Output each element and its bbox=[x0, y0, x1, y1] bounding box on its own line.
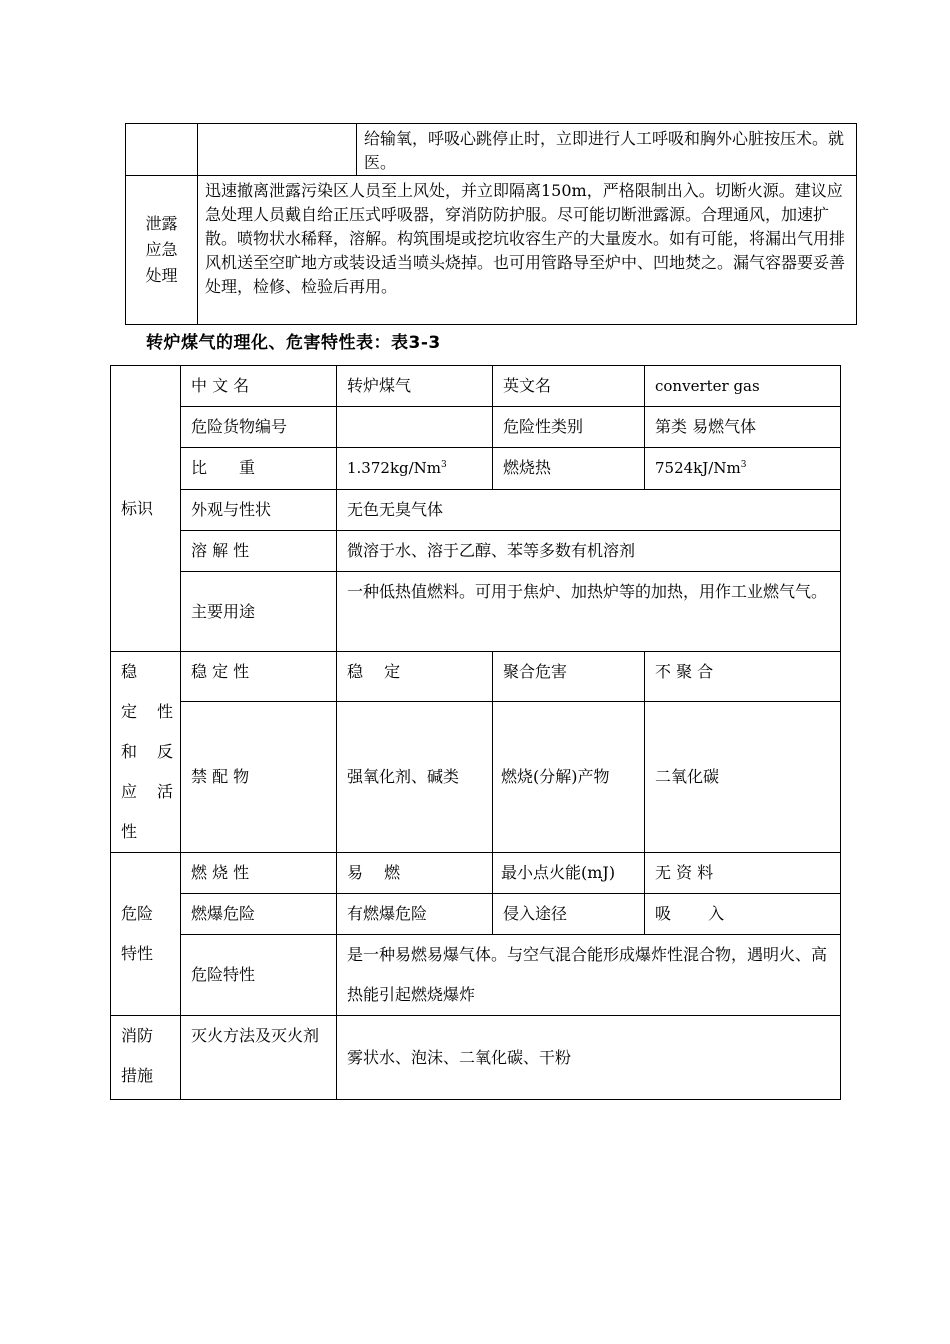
usage: 一种低热值燃料。可用于焦炉、加热炉等的加热，用作工业燃气气。 bbox=[337, 572, 841, 652]
cn-name-label: 中 文 名 bbox=[181, 366, 337, 407]
fire-method-label: 灭火方法及灭火剂 bbox=[181, 1016, 337, 1100]
un-label: 危险货物编号 bbox=[181, 407, 337, 448]
en-name-label: 英文名 bbox=[493, 366, 645, 407]
section-hazard-text: 危险特性 bbox=[121, 904, 154, 963]
table-caption: 转炉煤气的理化、危害特性表：表3-3 bbox=[146, 333, 441, 353]
properties-table bbox=[110, 365, 841, 1100]
stability-value: 稳 定 bbox=[337, 652, 493, 702]
first-aid-tail: 给输氧，呼吸心跳停止时，立即进行人工呼吸和胸外心脏按压术。就医。 bbox=[357, 124, 857, 176]
min-ignition-label: 最小点火能(mJ) bbox=[493, 853, 645, 894]
leak-label bbox=[126, 176, 198, 325]
flammability-value: 易 燃 bbox=[337, 853, 493, 894]
hazard-class: 第类 易燃气体 bbox=[645, 407, 841, 448]
route-label: 侵入途径 bbox=[493, 894, 645, 935]
solubility-label: 溶 解 性 bbox=[181, 531, 337, 572]
min-ignition-value: 无 资 料 bbox=[645, 853, 841, 894]
section-stability-text: 稳 定性 和反 应活性 bbox=[121, 662, 198, 841]
route-value: 吸 入 bbox=[645, 894, 841, 935]
hazard-label: 危险特性 bbox=[181, 935, 337, 1016]
heat-sup: 3 bbox=[740, 460, 747, 470]
heat bbox=[645, 448, 841, 490]
density-label: 比 重 bbox=[181, 448, 337, 490]
explosion-label: 燃爆危险 bbox=[181, 894, 337, 935]
section-hazard bbox=[111, 853, 181, 1016]
incompat-label: 禁 配 物 bbox=[181, 702, 337, 853]
section-identification: 标识 bbox=[111, 366, 181, 652]
en-name: converter gas bbox=[645, 366, 841, 407]
cn-name: 转炉煤气 bbox=[337, 366, 493, 407]
leak-text: 迅速撤离泄露污染区人员至上风处，并立即隔离150m，严格限制出入。切断火源。建议应急处理人员戴自给正压式呼吸器，穿消防防护服。尽可能切断泄露源。合理通风，加速扩散。喷物状水稀释，溶解。构筑围堤或挖坑收容生产的大量废水。如有可能，将漏出气用排风机送至空旷地方或装设适当喷头烧掉。也可用管路导至炉中、凹地焚之。漏气容器要妥善处理，检修、检验后再用。 bbox=[198, 176, 857, 325]
appearance: 无色无臭气体 bbox=[337, 490, 841, 531]
fire-method: 雾状水、泡沫、二氧化碳、干粉 bbox=[337, 1016, 841, 1100]
heat-value: 7524kJ/Nm bbox=[655, 459, 741, 477]
hazard-text: 是一种易燃易爆气体。与空气混合能形成爆炸性混合物，遇明火、高热能引起燃烧爆炸 bbox=[337, 935, 841, 1016]
usage-label: 主要用途 bbox=[181, 572, 337, 652]
stability-label: 稳 定 性 bbox=[181, 652, 337, 702]
density-value: 1.372kg/Nm bbox=[347, 459, 442, 477]
un-value bbox=[337, 407, 493, 448]
incompat-value: 强氧化剂、碱类 bbox=[337, 702, 493, 853]
explosion-value: 有燃爆危险 bbox=[337, 894, 493, 935]
section-fire-text: 消防措施 bbox=[121, 1026, 154, 1085]
blank-cell bbox=[126, 124, 198, 176]
appearance-label: 外观与性状 bbox=[181, 490, 337, 531]
continuation-table bbox=[125, 123, 857, 325]
flammability-label: 燃 烧 性 bbox=[181, 853, 337, 894]
blank-cell bbox=[198, 124, 357, 176]
decomp-value: 二氧化碳 bbox=[645, 702, 841, 853]
section-stability bbox=[111, 652, 198, 853]
section-fire bbox=[111, 1016, 181, 1100]
density bbox=[337, 448, 493, 490]
heat-label: 燃烧热 bbox=[493, 448, 645, 490]
decomp-label: 燃烧(分解)产物 bbox=[493, 702, 645, 853]
leak-label-text: 泄露应急处理 bbox=[145, 214, 178, 285]
polymer-label: 聚合危害 bbox=[493, 652, 645, 702]
polymer-value: 不 聚 合 bbox=[645, 652, 841, 702]
hazard-class-label: 危险性类别 bbox=[493, 407, 645, 448]
density-sup: 3 bbox=[441, 460, 447, 470]
solubility: 微溶于水、溶于乙醇、苯等多数有机溶剂 bbox=[337, 531, 841, 572]
